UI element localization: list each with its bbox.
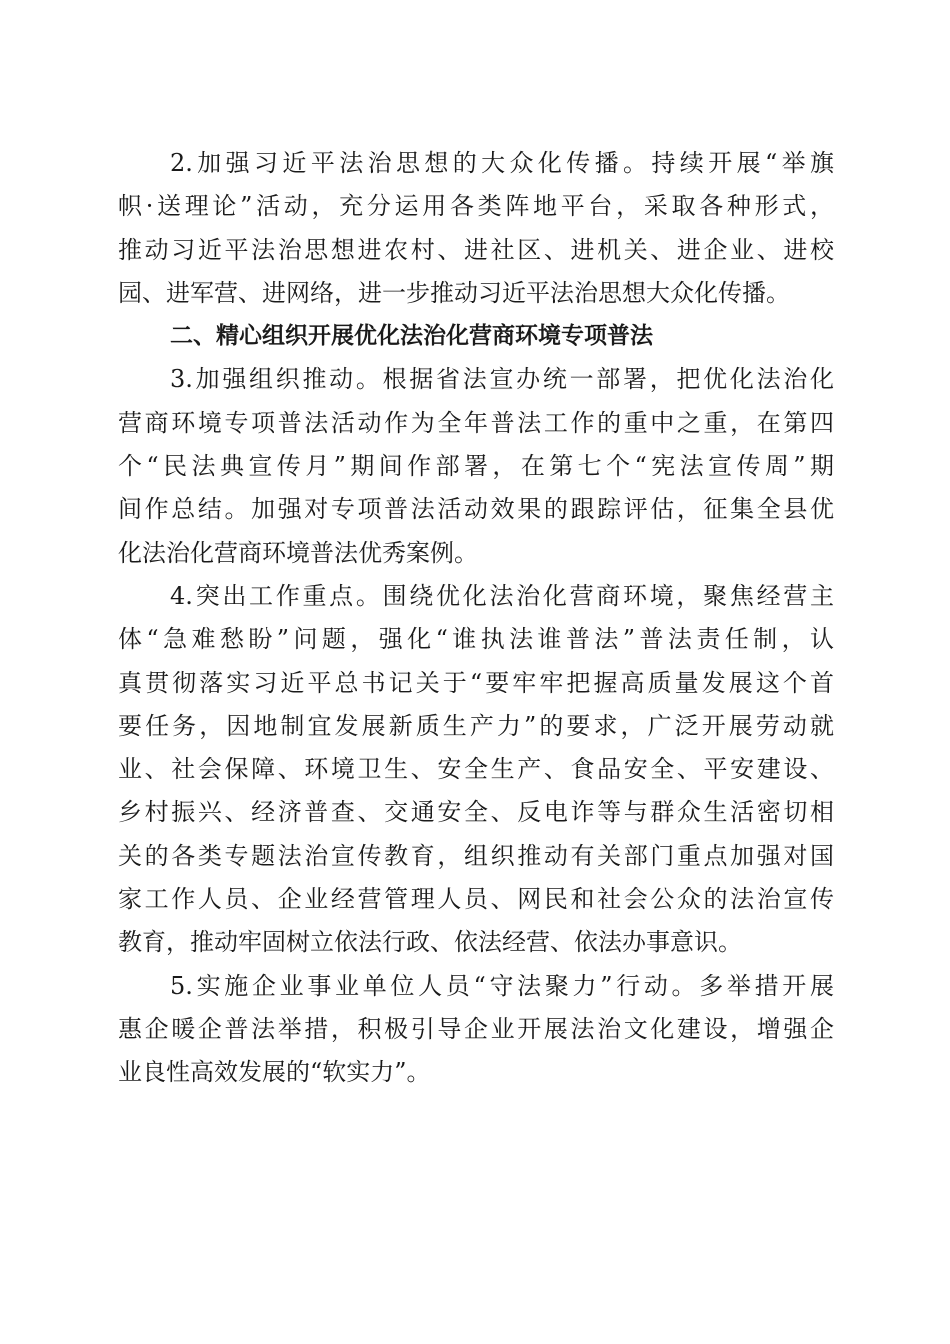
text-line: 要任务，因地制宜发展新质生产力”的要求，广泛开展劳动就	[118, 711, 834, 740]
text-line: 教育，推动牢固树立依法行政、依法经营、依法办事意识。	[118, 928, 742, 957]
text-line: 营商环境专项普法活动作为全年普法工作的重中之重，在第四	[118, 408, 834, 437]
text-line: 真贯彻落实习近平总书记关于“要牢牢把握高质量发展这个首	[118, 668, 834, 697]
text-line: 2.加强习近平法治思想的大众化传播。持续开展“举旗	[170, 149, 834, 177]
text-line: 间作总结。加强对专项普法活动效果的跟踪评估，征集全县优	[118, 495, 834, 524]
text-line: 5.实施企业事业单位人员“守法聚力”行动。多举措开展	[170, 971, 834, 1000]
paragraph-4	[118, 575, 834, 965]
document-body	[118, 142, 834, 1095]
text-line: 帜·送理论”活动，充分运用各类阵地平台，采取各种形式，	[118, 192, 834, 221]
text-line: 家工作人员、企业经营管理人员、网民和社会公众的法治宣传	[118, 885, 834, 914]
text-line: 乡村振兴、经济普查、交通安全、反电诈等与群众生活密切相	[118, 798, 834, 827]
text-line: 惠企暖企普法举措，积极引导企业开展法治文化建设，增强企	[118, 1014, 834, 1043]
text-line: 业良性高效发展的“软实力”。	[118, 1058, 431, 1087]
text-line: 3.加强组织推动。根据省法宣办统一部署，把优化法治化	[170, 365, 834, 394]
text-line: 关的各类专题法治宣传教育，组织推动有关部门重点加强对国	[118, 841, 834, 870]
paragraph-3	[118, 358, 834, 574]
paragraph-5	[118, 965, 834, 1095]
text-line: 化法治化营商环境普法优秀案例。	[118, 538, 478, 567]
text-line: 体“急难愁盼”问题，强化“谁执法谁普法”普法责任制，认	[118, 625, 834, 654]
text-line: 4.突出工作重点。围绕优化法治化营商环境，聚焦经营主	[170, 581, 834, 610]
text-line: 园、进军营、进网络，进一步推动习近平法治思想大众化传播。	[118, 278, 790, 307]
paragraph-2	[118, 142, 834, 315]
section-heading: 二、精心组织开展优化法治化营商环境专项普法	[170, 323, 653, 350]
text-line: 个“民法典宣传月”期间作部署，在第七个“宪法宣传周”期	[118, 452, 834, 481]
text-line: 推动习近平法治思想进农村、进社区、进机关、进企业、进校	[118, 235, 834, 264]
text-line: 业、社会保障、环境卫生、安全生产、食品安全、平安建设、	[118, 755, 834, 784]
